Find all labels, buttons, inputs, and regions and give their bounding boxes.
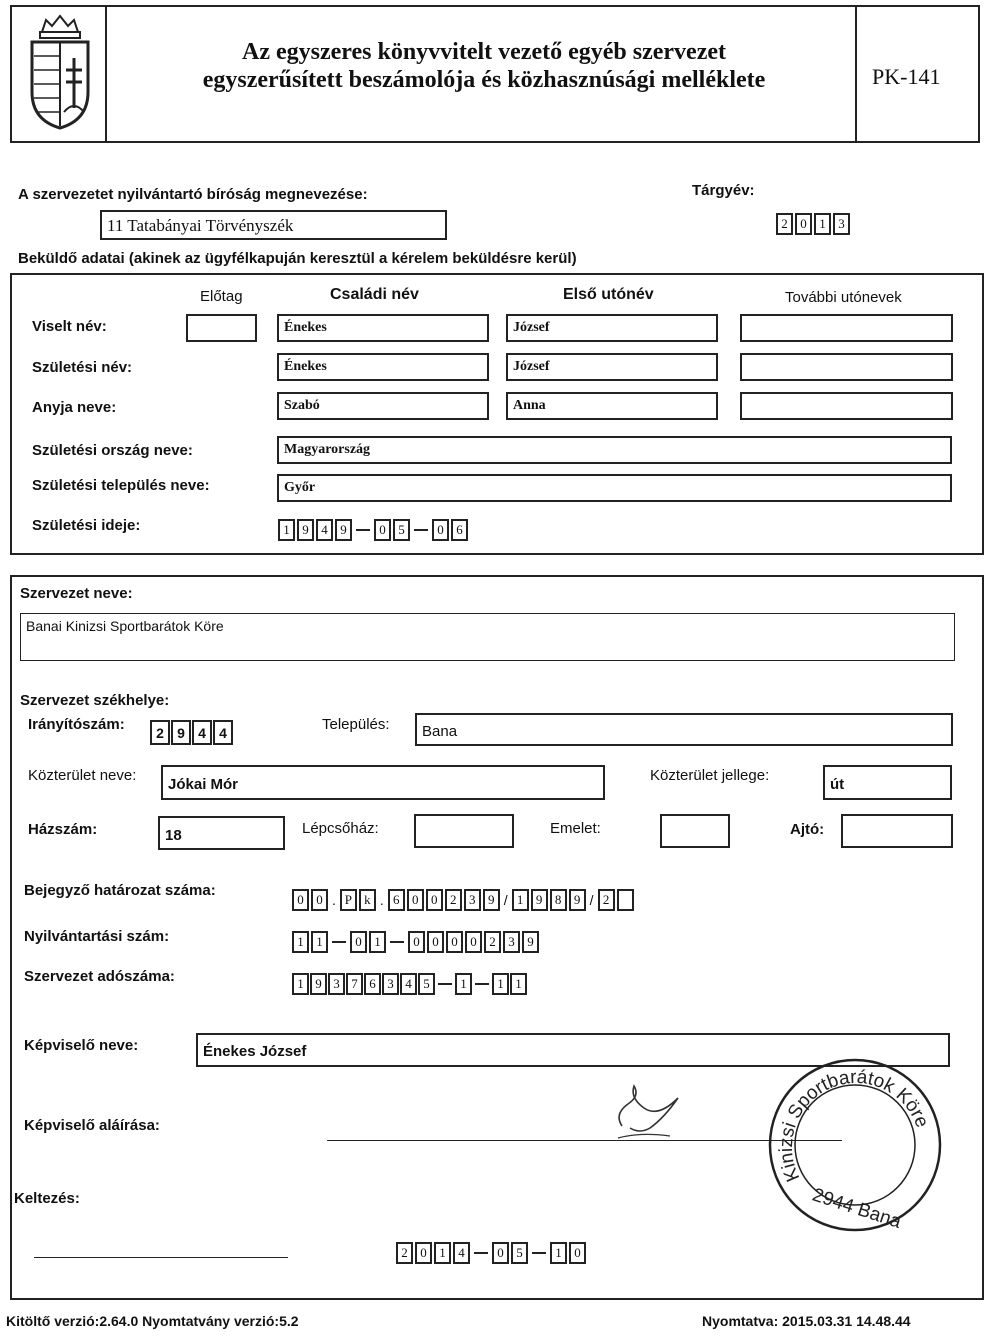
- mother-name-label: Anyja neve:: [32, 399, 117, 416]
- city-label: Település:: [322, 716, 390, 733]
- year-digits[interactable]: [776, 213, 850, 235]
- org-name-field[interactable]: [20, 613, 955, 661]
- date-digit: 9: [297, 519, 314, 541]
- worn-name-label: Viselt név:: [32, 318, 107, 335]
- worn-name-prefix-field[interactable]: [186, 314, 257, 342]
- court-value: 11 Tatabányai Törvényszék: [107, 216, 294, 235]
- decision-char: k: [359, 889, 376, 911]
- reg-digit: 0: [408, 931, 425, 953]
- reg-digit: 9: [522, 931, 539, 953]
- form-code: PK-141: [872, 64, 941, 89]
- mother-other-names-field[interactable]: [740, 392, 953, 420]
- zip-digit: 4: [192, 720, 212, 745]
- year-digit: 2: [776, 213, 793, 235]
- issue-date-digit: 1: [550, 1242, 567, 1264]
- decision-char: 2: [598, 889, 615, 911]
- footer-printed: Nyomtatva: 2015.03.31 14.48.44: [702, 1313, 911, 1329]
- decision-char: P: [340, 889, 357, 911]
- year-digit: 0: [795, 213, 812, 235]
- sender-heading: Beküldő adatai (akinek az ügyfélkapuján keresztül a kérelem beküldésre kerül): [18, 250, 577, 267]
- date-digit: 0: [374, 519, 391, 541]
- decision-separator: /: [503, 892, 508, 908]
- reg-separator: [332, 941, 346, 943]
- staircase-field[interactable]: [414, 814, 514, 848]
- tax-digit: 1: [510, 973, 527, 995]
- issue-date-digit: 2: [396, 1242, 413, 1264]
- decision-char: 0: [426, 889, 443, 911]
- street-field[interactable]: Jókai Mór: [161, 765, 605, 800]
- svg-text:Kinizsi Sportbarátok Köre: [776, 1067, 933, 1185]
- tax-digit: 3: [328, 973, 345, 995]
- issue-date-digit: 0: [415, 1242, 432, 1264]
- reg-separator: [390, 941, 404, 943]
- registration-number-digits[interactable]: [292, 931, 539, 953]
- city-field[interactable]: Bana: [415, 713, 953, 746]
- decision-char: 0: [311, 889, 328, 911]
- worn-other-names-field[interactable]: [740, 314, 953, 342]
- tax-digit: 7: [346, 973, 363, 995]
- birth-name-label: Születési név:: [32, 359, 133, 376]
- birth-country-field[interactable]: Magyarország: [277, 436, 952, 464]
- tax-digit: 9: [310, 973, 327, 995]
- birth-date-label: Születési ideje:: [32, 517, 141, 534]
- reg-digit: 1: [311, 931, 328, 953]
- birth-other-names-field[interactable]: [740, 353, 953, 381]
- date-digit: 0: [432, 519, 449, 541]
- zip-digits[interactable]: [150, 720, 233, 745]
- door-label: Ajtó:: [790, 821, 825, 838]
- date-separator: [356, 529, 370, 531]
- zip-digit: 2: [150, 720, 170, 745]
- year-digit: 3: [833, 213, 850, 235]
- tax-number-label: Szervezet adószáma:: [24, 968, 175, 985]
- issue-date-digit: 5: [511, 1242, 528, 1264]
- reg-digit: 3: [503, 931, 520, 953]
- org-name-value: Banai Kinizsi Sportbarátok Köre: [26, 618, 224, 634]
- decision-char: 1: [512, 889, 529, 911]
- decision-char: 9: [483, 889, 500, 911]
- reg-digit: 0: [446, 931, 463, 953]
- tax-digit: 3: [382, 973, 399, 995]
- reg-digit: 0: [350, 931, 367, 953]
- birth-first-name-field[interactable]: József: [506, 353, 718, 381]
- issue-date-separator: [474, 1252, 488, 1254]
- form-title: [110, 38, 858, 94]
- stamp-bottom-text: 2944 Bana: [809, 1184, 904, 1233]
- date-digit: 1: [278, 519, 295, 541]
- reg-digit: 0: [465, 931, 482, 953]
- date-digit: 4: [316, 519, 333, 541]
- tax-digit: 4: [400, 973, 417, 995]
- form-title-line2: egyszerűsített beszámolója és közhasznúsági melléklete: [202, 67, 766, 93]
- birth-country-label: Születési ország neve:: [32, 442, 193, 459]
- reg-digit: 1: [292, 931, 309, 953]
- decision-char: [617, 889, 634, 911]
- form-title-line1: Az egyszeres könyvvitelt vezető egyéb szervezet: [241, 39, 726, 65]
- registration-number-label: Nyilvántartási szám:: [24, 928, 170, 945]
- issue-date-digit: 0: [492, 1242, 509, 1264]
- tax-number-digits[interactable]: [292, 973, 527, 995]
- decision-char: 9: [531, 889, 548, 911]
- birth-date-digits[interactable]: [278, 519, 468, 541]
- staircase-label: Lépcsőház:: [302, 820, 379, 837]
- mother-family-name-field[interactable]: Szabó: [277, 392, 489, 420]
- stamp-arc-text: Kinizsi Sportbarátok Köre: [775, 1066, 933, 1185]
- representative-name-label: Képviselő neve:: [24, 1037, 139, 1054]
- house-number-field[interactable]: 18: [158, 816, 285, 850]
- issue-date-digit: 1: [434, 1242, 451, 1264]
- representative-signature-label: Képviselő aláírása:: [24, 1117, 160, 1134]
- tax-digit: 6: [364, 973, 381, 995]
- col-other-header: További utónevek: [785, 289, 902, 306]
- reg-digit: 0: [427, 931, 444, 953]
- tax-separator: [475, 983, 489, 985]
- decision-separator: .: [379, 892, 384, 908]
- tax-digit: 1: [455, 973, 472, 995]
- issue-date-digit: 4: [453, 1242, 470, 1264]
- court-label: A szervezetet nyilvántartó bíróság megnevezése:: [18, 186, 368, 203]
- decision-char: 3: [464, 889, 481, 911]
- mother-first-name-field[interactable]: Anna: [506, 392, 718, 420]
- door-field[interactable]: [841, 814, 953, 848]
- house-number-label: Házszám:: [28, 821, 98, 838]
- tax-separator: [438, 983, 452, 985]
- header-divider-left: [105, 5, 107, 143]
- floor-field[interactable]: [660, 814, 730, 848]
- org-name-label: Szervezet neve:: [20, 585, 133, 602]
- reg-digit: 1: [369, 931, 386, 953]
- representative-name-field[interactable]: Énekes József: [196, 1033, 950, 1067]
- tax-digit: 5: [418, 973, 435, 995]
- decision-number-digits[interactable]: [292, 889, 634, 911]
- zip-digit: 9: [171, 720, 191, 745]
- handwritten-signature-icon: [600, 1078, 710, 1148]
- date-digit: 9: [335, 519, 352, 541]
- org-seat-label: Szervezet székhelye:: [20, 692, 170, 709]
- tax-digit: 1: [492, 973, 509, 995]
- zip-label: Irányítószám:: [28, 716, 125, 733]
- hungarian-coat-of-arms-icon: [22, 12, 98, 132]
- worn-family-name-field[interactable]: Énekes: [277, 314, 489, 342]
- organization-stamp-icon: [760, 1050, 950, 1240]
- street-type-label: Közterület jellege:: [650, 767, 770, 784]
- issue-date-separator: [532, 1252, 546, 1254]
- decision-char: 0: [292, 889, 309, 911]
- decision-char: 0: [407, 889, 424, 911]
- issue-date-digit: 0: [569, 1242, 586, 1264]
- date-label: Keltezés:: [14, 1190, 80, 1207]
- decision-char: 6: [388, 889, 405, 911]
- worn-first-name-field[interactable]: József: [506, 314, 718, 342]
- col-prefix-header: Előtag: [200, 288, 243, 305]
- reg-digit: 2: [484, 931, 501, 953]
- year-label: Tárgyév:: [692, 182, 755, 199]
- floor-label: Emelet:: [550, 820, 601, 837]
- footer-version: Kitöltő verzió:2.64.0 Nyomtatvány verzió:5.2: [6, 1313, 299, 1329]
- decision-number-label: Bejegyző határozat száma:: [24, 882, 216, 899]
- date-separator: [414, 529, 428, 531]
- issue-date-digits[interactable]: [396, 1242, 586, 1264]
- decision-char: 2: [445, 889, 462, 911]
- col-first-header: Első utónév: [563, 286, 654, 303]
- decision-separator: /: [589, 892, 594, 908]
- decision-separator: .: [332, 892, 336, 908]
- place-line: [34, 1257, 288, 1258]
- date-digit: 5: [393, 519, 410, 541]
- street-label: Közterület neve:: [28, 767, 137, 784]
- birth-city-label: Születési település neve:: [32, 477, 210, 494]
- decision-char: 9: [569, 889, 586, 911]
- street-type-field[interactable]: út: [823, 765, 952, 800]
- year-digit: 1: [814, 213, 831, 235]
- date-digit: 6: [451, 519, 468, 541]
- decision-char: 8: [550, 889, 567, 911]
- col-family-header: Családi név: [330, 286, 419, 303]
- zip-digit: 4: [213, 720, 233, 745]
- birth-city-field[interactable]: Győr: [277, 474, 952, 502]
- tax-digit: 1: [292, 973, 309, 995]
- birth-family-name-field[interactable]: Énekes: [277, 353, 489, 381]
- court-field[interactable]: [100, 210, 447, 240]
